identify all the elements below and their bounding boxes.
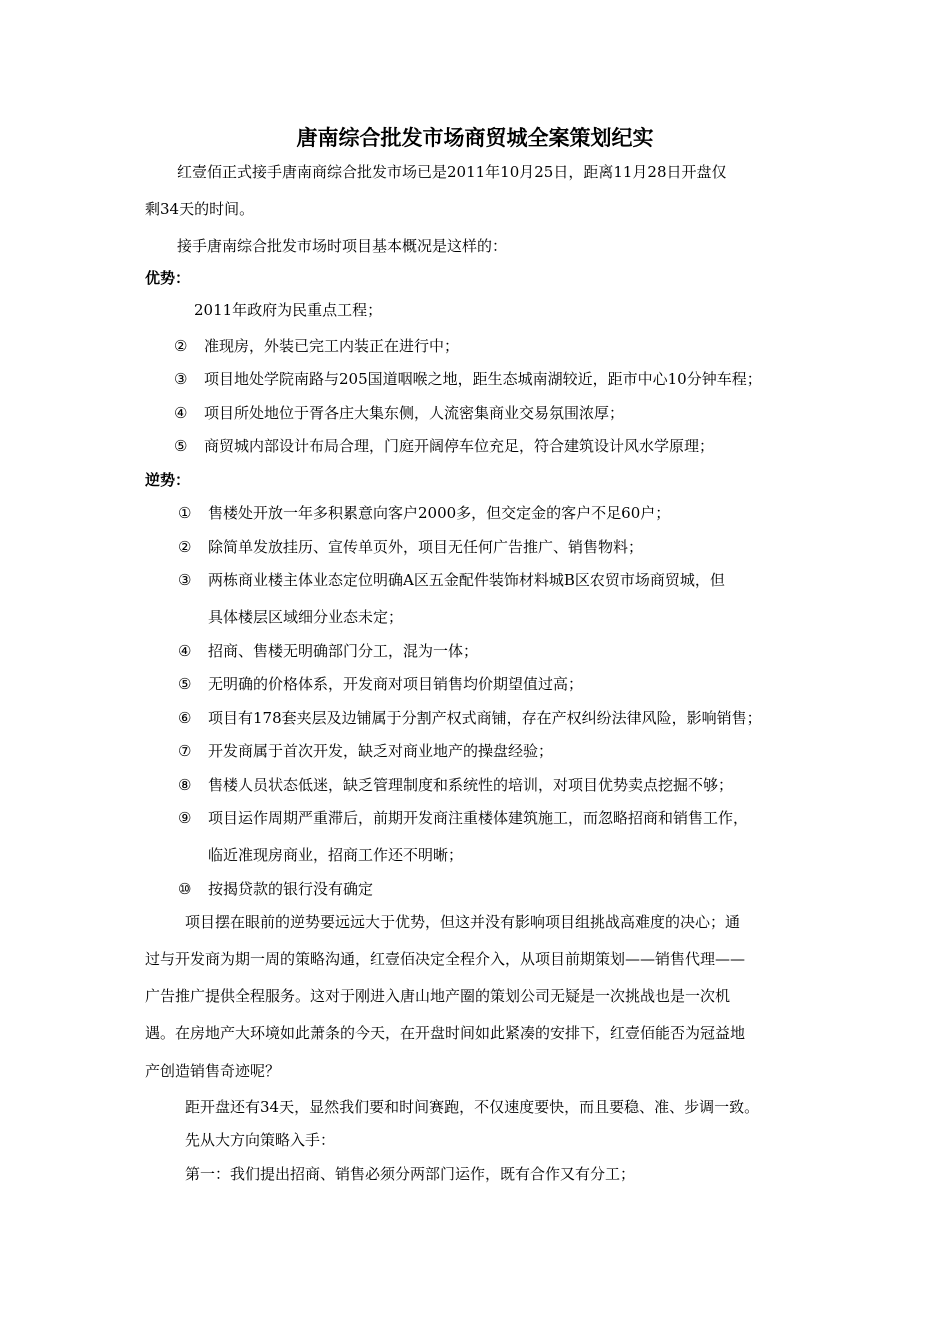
advantage-text: 项目地处学院南路与205国道咽喉之地，距生态城南湖较近，距市中心10分钟车程； (204, 370, 762, 388)
item-marker: ⑨ (178, 809, 192, 827)
disadvantage-text: 招商、售楼无明确部门分工，混为一体； (208, 642, 479, 660)
disadvantage-text: 售楼处开放一年多积累意向客户2000多，但交定金的客户不足60户； (208, 504, 671, 522)
item-marker: ② (178, 538, 192, 556)
advantage-text: 2011年政府为民重点工程； (194, 301, 383, 319)
paragraph-line: 先从大方向策略入手： (185, 1131, 336, 1149)
paragraph-line: 过与开发商为期一周的策略沟通，红壹佰决定全程介入，从项目前期策划——销售代理—— (145, 950, 746, 968)
paragraph-line: 产创造销售奇迹呢？ (145, 1062, 281, 1080)
advantage-text: 准现房，外装已完工内装正在进行中； (204, 337, 460, 355)
disadvantage-item (178, 879, 373, 899)
disadvantage-item (178, 708, 762, 728)
intro-line-2: 剩34天的时间。 (145, 200, 255, 218)
advantage-item (174, 436, 714, 456)
disadvantage-item (178, 775, 733, 795)
item-marker: ④ (174, 404, 188, 422)
item-marker: ① (178, 504, 192, 522)
item-marker: ⑥ (178, 709, 192, 727)
disadvantage-text: 无明确的价格体系，开发商对项目销售均价期望值过高； (208, 675, 584, 693)
item-marker: ⑤ (174, 437, 188, 455)
item-marker: ④ (178, 642, 192, 660)
disadvantage-item (178, 674, 583, 694)
advantage-item (174, 403, 624, 423)
item-marker: ③ (178, 571, 192, 589)
intro-line-1: 红壹佰正式接手唐南商综合批发市场已是2011年10月25日，距离11月28日开盘仅 (177, 163, 727, 181)
advantage-text: 项目所处地位于胥各庄大集东侧，人流密集商业交易氛围浓厚； (204, 404, 625, 422)
item-marker: ⑩ (178, 880, 192, 898)
paragraph-line: 项目摆在眼前的逆势要远远大于优势，但这并没有影响项目组挑战高难度的决心；通 (185, 913, 741, 931)
advantage-item (174, 369, 762, 389)
disadvantage-text: 按揭贷款的银行没有确定 (208, 880, 374, 898)
disadvantages-heading: 逆势： (145, 471, 191, 489)
disadvantage-continuation: 临近准现房商业，招商工作还不明晰； (208, 846, 464, 864)
advantage-item (194, 300, 382, 320)
disadvantage-item (178, 641, 478, 661)
disadvantage-text: 售楼人员状态低迷，缺乏管理制度和系统性的培训，对项目优势卖点挖掘不够； (208, 776, 734, 794)
paragraph-line: 广告推广提供全程服务。这对于刚进入唐山地产圈的策划公司无疑是一次挑战也是一次机 (145, 987, 731, 1005)
advantage-text: 商贸城内部设计布局合理，门庭开阔停车位充足，符合建筑设计风水学原理； (204, 437, 715, 455)
disadvantage-text: 两栋商业楼主体业态定位明确A区五金配件装饰材料城B区农贸市场商贸城，但 (208, 571, 725, 589)
item-marker: ⑧ (178, 776, 192, 794)
disadvantage-continuation: 具体楼层区域细分业态未定； (208, 608, 404, 626)
advantages-heading: 优势： (145, 269, 191, 287)
disadvantage-item (178, 537, 643, 557)
document-title: 唐南综合批发市场商贸城全案策划纪实 (296, 126, 654, 150)
overview-line: 接手唐南综合批发市场时项目基本概况是这样的： (177, 237, 508, 255)
item-marker: ⑤ (178, 675, 192, 693)
paragraph-line: 第一：我们提出招商、销售必须分两部门运作，既有合作又有分工； (185, 1165, 636, 1183)
disadvantage-item (178, 503, 670, 523)
disadvantage-item (178, 570, 725, 590)
paragraph-line: 遇。在房地产大环境如此萧条的今天，在开盘时间如此紧凑的安排下，红壹佰能否为冠益地 (145, 1024, 746, 1042)
disadvantage-text: 除简单发放挂历、宣传单页外，项目无任何广告推广、销售物料； (208, 538, 644, 556)
item-marker: ② (174, 337, 188, 355)
item-marker: ③ (174, 370, 188, 388)
advantage-item (174, 336, 459, 356)
disadvantage-text: 项目运作周期严重滞后，前期开发商注重楼体建筑施工，而忽略招商和销售工作， (208, 809, 749, 827)
disadvantage-text: 项目有178套夹层及边铺属于分割产权式商铺，存在产权纠纷法律风险，影响销售； (208, 709, 762, 727)
paragraph-line: 距开盘还有34天，显然我们要和时间赛跑，不仅速度要快，而且要稳、准、步调一致。 (185, 1098, 760, 1116)
disadvantage-text: 开发商属于首次开发，缺乏对商业地产的操盘经验； (208, 742, 554, 760)
disadvantage-item (178, 808, 748, 828)
disadvantage-item (178, 741, 553, 761)
item-marker: ⑦ (178, 742, 192, 760)
